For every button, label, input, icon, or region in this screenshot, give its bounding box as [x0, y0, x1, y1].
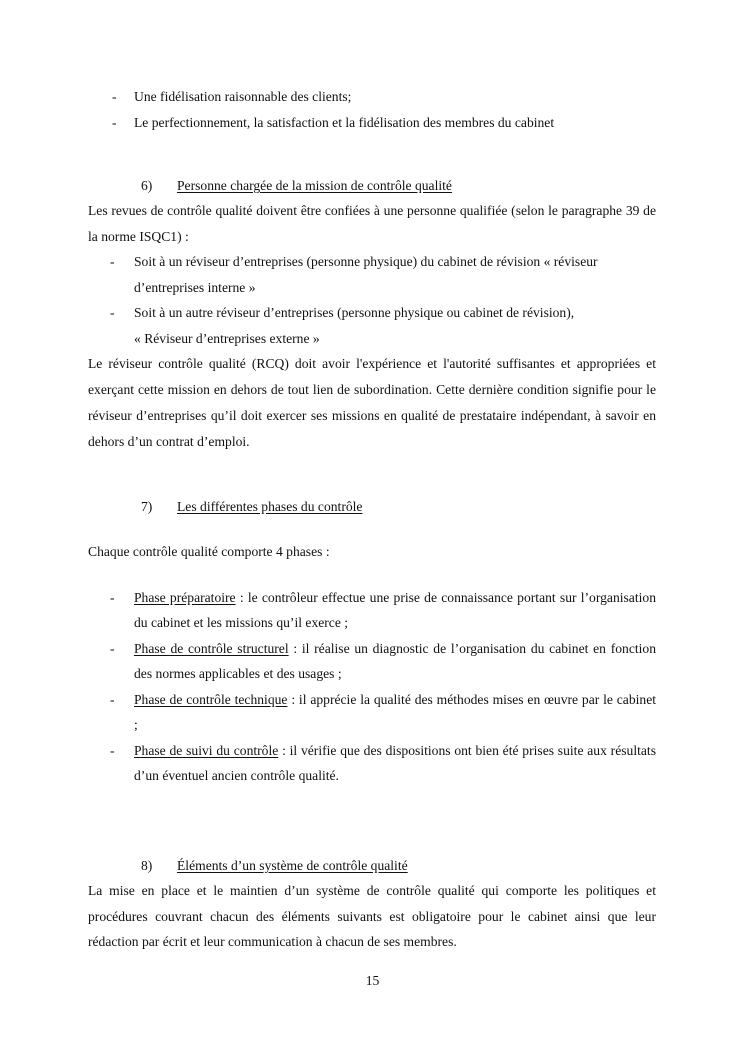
- section-8-heading: [88, 853, 656, 878]
- phase-name: Phase de contrôle technique: [134, 691, 288, 707]
- section-6-intro: Les revues de contrôle qualité doivent être confiées à une personne qualifiée (selon le paragraphe 39 de la norme ISQC1) :: [88, 203, 656, 244]
- list-item-text: Phase préparatoire : le contrôleur effectue une prise de connaissance portant sur l’organisation du cabinet et les missions qu’il exerce ;: [134, 589, 656, 631]
- section-title: Éléments d’un système de contrôle qualité: [177, 857, 408, 873]
- phase-name: Phase préparatoire: [134, 589, 236, 605]
- list-item: [88, 84, 656, 110]
- section-6-heading: [88, 173, 656, 198]
- phase-name: Phase de contrôle structurel: [134, 640, 289, 656]
- list-item-text: Phase de contrôle structurel : il réalise un diagnostic de l’organisation du cabinet en fonction des normes applicables et des usages ;: [134, 640, 656, 682]
- page-content: [88, 84, 656, 955]
- section-7-heading: [88, 494, 656, 519]
- list-item: [88, 249, 656, 300]
- dash-bullet: -: [110, 691, 115, 707]
- section-number: 7): [141, 499, 153, 515]
- list-item: [88, 738, 656, 789]
- dash-bullet: -: [110, 305, 115, 321]
- list-item: [88, 636, 656, 687]
- list-item-text: Une fidélisation raisonnable des clients;: [134, 89, 352, 104]
- list-item: [88, 585, 656, 636]
- list-item-text: Soit à un autre réviseur d’entreprises (personne physique ou cabinet de révision), « Réviseur d’entreprises externe »: [134, 305, 575, 346]
- section-title: Personne chargée de la mission de contrôle qualité: [177, 178, 452, 193]
- list-item-text: Soit à un réviseur d’entreprises (personne physique) du cabinet de révision « réviseur d’entreprises interne »: [134, 254, 598, 295]
- page-number: 15: [365, 973, 380, 988]
- phase-name: Phase de suivi du contrôle: [134, 742, 279, 758]
- dash-bullet: -: [112, 89, 117, 104]
- dash-bullet: -: [110, 640, 115, 656]
- dash-bullet: -: [110, 742, 115, 758]
- list-item: [88, 687, 656, 738]
- dash-bullet: -: [110, 589, 115, 605]
- section-number: 6): [141, 178, 153, 193]
- section-8-paragraph: La mise en place et le maintien d’un système de contrôle qualité qui comporte les politiques et procédures couvrant chacun des éléments suivants est obligatoire pour le cabinet ainsi que leur rédaction par écrit et leur communication à chacun de ses membres.: [88, 882, 656, 950]
- section-number: 8): [141, 857, 153, 873]
- list-item: [88, 110, 656, 136]
- dash-bullet: -: [110, 254, 115, 270]
- list-item: [88, 300, 656, 351]
- section-6-paragraph: Le réviseur contrôle qualité (RCQ) doit avoir l'expérience et l'autorité suffisantes et appropriées et exerçant cette mission en dehors de tout lien de subordination. Cette dernière condition signifie pour le réviseur d’entreprises qu’il doit exercer ses missions en qualité de prestataire indépendant, à savoir en dehors d’un contrat d’emploi.: [88, 356, 656, 449]
- section-7-intro: Chaque contrôle qualité comporte 4 phases :: [88, 544, 330, 560]
- list-item-text: Phase de contrôle technique : il apprécie la qualité des méthodes mises en œuvre par le cabinet ;: [134, 691, 657, 733]
- list-item-text: Phase de suivi du contrôle : il vérifie que des dispositions ont bien été prises suite aux résultats d’un éventuel ancien contrôle qualité.: [134, 742, 656, 784]
- dash-bullet: -: [112, 114, 117, 130]
- list-item-text: Le perfectionnement, la satisfaction et la fidélisation des membres du cabinet: [134, 114, 555, 130]
- section-title: Les différentes phases du contrôle: [177, 499, 363, 515]
